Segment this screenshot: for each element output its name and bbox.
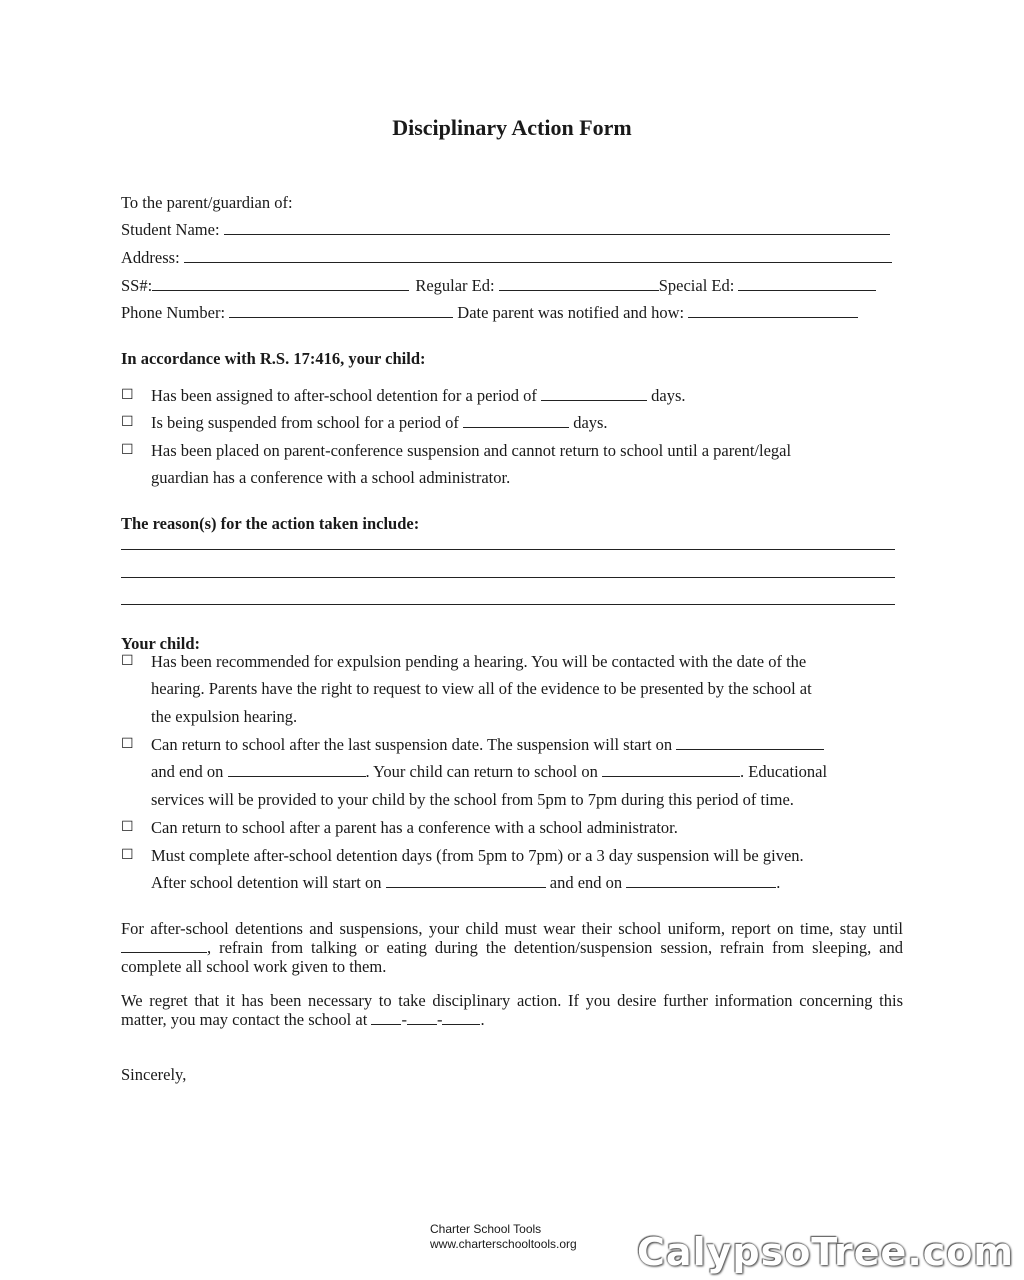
item-return-conference: Can return to school after a parent has a conference with a school administrator. <box>151 818 678 837</box>
reason-line-2[interactable] <box>121 577 895 578</box>
section2-heading: The reason(s) for the action taken include: <box>121 514 420 533</box>
item-detention-days: days. <box>651 386 686 405</box>
detention-end-label: and end on <box>549 873 623 892</box>
detention-start-label: After school detention will start on <box>151 873 382 892</box>
phone-field[interactable] <box>229 303 453 318</box>
student-name-field[interactable] <box>224 220 890 235</box>
reason-line-1[interactable] <box>121 549 895 550</box>
footer-company: Charter School Tools <box>430 1222 542 1236</box>
footer-url: www.charterschooltools.org <box>430 1237 577 1251</box>
uniform-paragraph <box>121 919 903 976</box>
uniform-paragraph-b: , refrain from talking or eating during the detention/suspension session, refrain from sleeping, and complete all school work given to them. <box>121 938 903 976</box>
to-parent-label: To the parent/guardian of: <box>121 193 293 212</box>
ss-field[interactable] <box>152 276 409 291</box>
phone-dash-1: - <box>401 1010 407 1029</box>
phone-area-field[interactable] <box>371 1010 401 1025</box>
detention-start-field[interactable] <box>386 873 546 888</box>
special-ed-field[interactable] <box>738 276 876 291</box>
ss-row <box>121 276 876 296</box>
checkbox-detention-days[interactable]: ☐ <box>121 848 134 863</box>
regret-paragraph <box>121 991 903 1029</box>
checkbox-detention[interactable]: ☐ <box>121 388 134 403</box>
checkbox-expulsion[interactable]: ☐ <box>121 654 134 669</box>
special-ed-label: Special Ed: <box>658 276 735 295</box>
item-suspension <box>151 413 608 433</box>
student-name-row <box>121 220 890 240</box>
footer <box>430 1222 577 1252</box>
item-expulsion-l1: Has been recommended for expulsion pending a hearing. You will be contacted with the date of the <box>151 652 807 671</box>
item-detention-text: Has been assigned to after-school detention for a period of <box>151 386 537 405</box>
phone-row <box>121 303 858 323</box>
item-return-l1-text: Can return to school after the last suspension date. The suspension will start on <box>151 735 673 754</box>
phone-dash-2: - <box>436 1010 443 1029</box>
item-detention-days-l2 <box>151 873 780 893</box>
address-field[interactable] <box>184 248 892 263</box>
watermark-logo: CalypsoTree.com <box>637 1230 1014 1274</box>
regular-ed-label: Regular Ed: <box>415 276 495 295</box>
uniform-paragraph-a: For after-school detentions and suspensions, your child must wear their school uniform, report on time, stay until <box>121 919 903 938</box>
item-return-l1 <box>151 735 824 755</box>
section1-heading: In accordance with R.S. 17:416, your child: <box>121 349 426 368</box>
item-return-l2-educational: . Educational <box>740 762 828 781</box>
suspension-end-field[interactable] <box>228 762 366 777</box>
student-name-label: Student Name: <box>121 220 220 239</box>
suspension-days-field[interactable] <box>463 413 569 428</box>
phone-prefix-field[interactable] <box>407 1010 437 1025</box>
item-return-l3: services will be provided to your child by the school from 5pm to 7pm during this period of time. <box>151 790 794 809</box>
detention-days-field[interactable] <box>541 386 647 401</box>
checkbox-suspension[interactable]: ☐ <box>121 415 134 430</box>
reason-line-3[interactable] <box>121 604 895 605</box>
checkbox-return-after-suspension[interactable]: ☐ <box>121 737 134 752</box>
address-label: Address: <box>121 248 180 267</box>
item-suspension-text: Is being suspended from school for a period of <box>151 413 459 432</box>
phone-label: Phone Number: <box>121 303 226 322</box>
checkbox-parent-conference[interactable]: ☐ <box>121 443 134 458</box>
date-notified-label: Date parent was notified and how: <box>457 303 685 322</box>
regret-paragraph-text: We regret that it has been necessary to take disciplinary action. If you desire further information concerning this matter, you may contact the school at <box>121 991 903 1029</box>
section3-heading: Your child: <box>121 634 201 653</box>
closing: Sincerely, <box>121 1065 187 1084</box>
item-expulsion-l2: hearing. Parents have the right to request to view all of the evidence to be presented by the school at <box>151 679 812 698</box>
regular-ed-field[interactable] <box>499 276 659 291</box>
item-detention-days-l1: Must complete after-school detention days (from 5pm to 7pm) or a 3 day suspension will be given. <box>151 846 804 865</box>
item-suspension-days: days. <box>573 413 608 432</box>
item-return-l2-end-label: and end on <box>151 762 224 781</box>
checkbox-return-after-conference[interactable]: ☐ <box>121 820 134 835</box>
form-title: Disciplinary Action Form <box>392 115 632 140</box>
item-expulsion-l3: the expulsion hearing. <box>151 707 298 726</box>
item-parent-conference-l2: guardian has a conference with a school administrator. <box>151 468 511 487</box>
regret-paragraph-end: . <box>480 1010 485 1029</box>
item-return-l2 <box>151 762 827 782</box>
return-date-field[interactable] <box>602 762 740 777</box>
detention-end-period: . <box>776 873 781 892</box>
date-notified-field[interactable] <box>688 303 858 318</box>
phone-line-field[interactable] <box>442 1010 480 1025</box>
ss-label: SS#: <box>121 276 153 295</box>
suspension-start-field[interactable] <box>676 735 824 750</box>
item-detention <box>151 386 686 406</box>
detention-end-field[interactable] <box>626 873 776 888</box>
item-parent-conference-l1: Has been placed on parent-conference suspension and cannot return to school until a parent/legal <box>151 441 792 460</box>
stay-until-field[interactable] <box>121 938 207 953</box>
item-return-l2-return-label: . Your child can return to school on <box>365 762 598 781</box>
address-row <box>121 248 892 268</box>
